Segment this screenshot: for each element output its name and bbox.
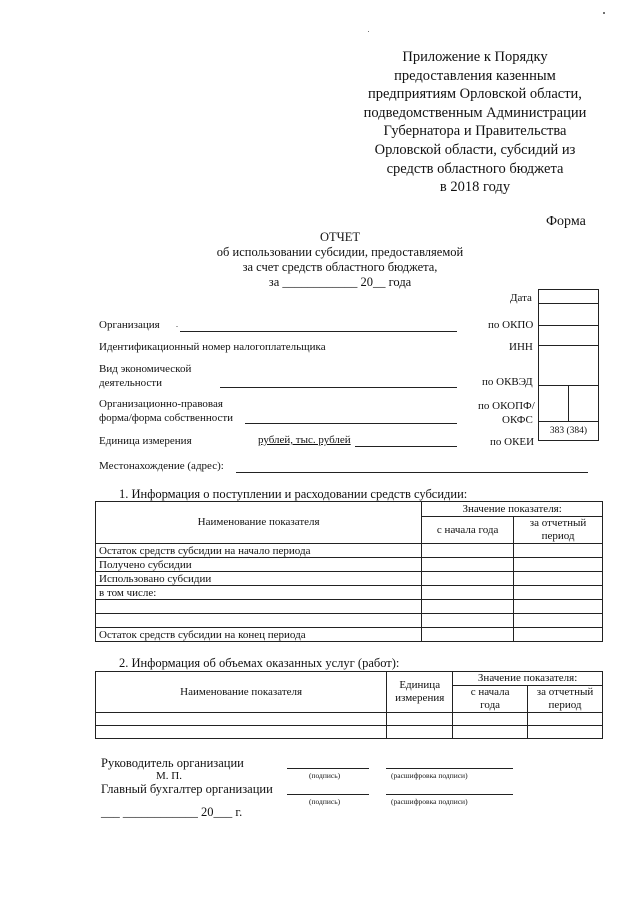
location-field[interactable] — [236, 472, 588, 473]
report-title-block — [170, 230, 510, 290]
col-from-start-header: с начала года — [422, 517, 514, 544]
report-subtitle: за счет средств областного бюджета, — [242, 260, 438, 274]
stamp-place: М. П. — [156, 770, 182, 782]
col-value-header: Значение показателя: — [453, 672, 603, 686]
code-cell-date[interactable] — [539, 290, 598, 304]
table-cell[interactable] — [528, 713, 603, 726]
date-label: Дата — [510, 292, 532, 304]
table-cell[interactable] — [422, 572, 514, 586]
table-cell[interactable] — [514, 586, 603, 600]
col-value-header: Значение показателя: — [422, 502, 603, 517]
code-cell-inn[interactable] — [539, 326, 598, 346]
table-cell[interactable] — [453, 713, 528, 726]
organization-field[interactable] — [180, 331, 457, 332]
table-cell[interactable] — [514, 614, 603, 628]
signature-caption: (подпись) — [309, 797, 341, 806]
accountant-signature-line[interactable] — [287, 794, 369, 795]
table-cell[interactable] — [422, 614, 514, 628]
legal-form-label: Организационно-правовая — [99, 398, 223, 410]
accountant-label: Главный бухгалтер организации — [101, 782, 273, 796]
appendix-block — [350, 48, 600, 197]
code-cell-okpo[interactable] — [539, 304, 598, 326]
table-row-label: Остаток средств субсидии на начало периода — [96, 544, 422, 558]
legal-form-field[interactable] — [245, 423, 457, 424]
section2-heading: 2. Информация об объемах оказанных услуг (работ): — [119, 656, 400, 670]
table-cell[interactable] — [96, 713, 387, 726]
unit-label: Единица измерения — [99, 435, 192, 447]
table-cell[interactable] — [387, 713, 453, 726]
table-cell[interactable] — [422, 558, 514, 572]
table-cell[interactable] — [422, 600, 514, 614]
inn-label: ИНН — [509, 341, 533, 353]
appendix-line: подведомственным Администрации — [363, 104, 587, 121]
scan-speck — [368, 31, 369, 32]
decoding-caption: (расшифровка подписи) — [391, 771, 468, 780]
scan-speck: . — [176, 320, 178, 329]
appendix-line: Губернатора и Правительства — [383, 123, 567, 140]
location-label: Местонахождение (адрес): — [99, 460, 224, 472]
okopf-label: по ОКОПФ/ — [478, 400, 535, 412]
activity-label: Вид экономической — [99, 363, 192, 375]
appendix-line: Орловской области, субсидий из — [374, 141, 576, 158]
table-cell[interactable] — [96, 726, 387, 739]
col-period-header: за отчетный период — [528, 686, 603, 713]
col-name-header: Наименование показателя — [96, 672, 387, 713]
table-cell[interactable] — [514, 558, 603, 572]
code-cell-okei[interactable]: 383 (384) — [549, 426, 588, 436]
table-cell[interactable] — [514, 544, 603, 558]
report-period: за ____________ 20__ года — [268, 275, 412, 289]
head-signature-line[interactable] — [287, 768, 369, 769]
appendix-line: Приложение к Порядку — [402, 49, 548, 65]
date-line: ___ ____________ 20___ г. — [101, 805, 243, 819]
unit-field-line — [355, 446, 457, 447]
table-cell[interactable] — [387, 726, 453, 739]
activity-label-2: деятельности — [99, 377, 162, 389]
okpo-label: по ОКПО — [488, 319, 534, 331]
table-row-label: Остаток средств субсидии на конец периода — [96, 628, 422, 642]
appendix-line: в 2018 году — [439, 179, 511, 196]
signature-caption: (подпись) — [309, 771, 341, 780]
section1-heading: 1. Информация о поступлении и расходовании средств субсидии: — [119, 487, 468, 501]
appendix-line: предприятиям Орловской области, — [368, 86, 582, 103]
subsidy-table — [95, 501, 603, 642]
okved-label: по ОКВЭД — [482, 376, 533, 388]
table-row-label — [96, 600, 422, 614]
table-cell[interactable] — [514, 600, 603, 614]
table-cell[interactable] — [514, 628, 603, 642]
activity-field[interactable] — [220, 387, 457, 388]
table-row-label: в том числе: — [96, 586, 422, 600]
decoding-caption: (расшифровка подписи) — [391, 797, 468, 806]
col-name-header: Наименование показателя — [96, 502, 422, 544]
head-label: Руководитель организации — [101, 756, 244, 770]
table-row-label: Использовано субсидии — [96, 572, 422, 586]
table-cell[interactable] — [422, 586, 514, 600]
services-table — [95, 671, 603, 739]
col-unit-header: Единица измерения — [387, 672, 453, 713]
code-cell-okopf[interactable] — [539, 386, 598, 422]
code-cell-okved[interactable] — [539, 346, 598, 386]
table-cell[interactable] — [422, 544, 514, 558]
inn-full-label: Идентификационный номер налогоплательщика — [99, 341, 326, 353]
head-decoding-line[interactable] — [386, 768, 513, 769]
table-cell[interactable] — [514, 572, 603, 586]
table-cell[interactable] — [422, 628, 514, 642]
table-cell[interactable] — [453, 726, 528, 739]
legal-form-label-2: форма/форма собственности — [99, 412, 234, 424]
report-title: ОТЧЕТ — [319, 230, 361, 244]
organization-label: Организация — [99, 319, 160, 331]
form-label: Форма — [546, 214, 586, 229]
table-row-label — [96, 614, 422, 628]
code-box — [538, 289, 599, 441]
appendix-line: предоставления казенным — [394, 67, 556, 84]
report-subtitle: об использовании субсидии, предоставляемой — [216, 245, 464, 259]
col-period-header: за отчетный период — [514, 517, 603, 544]
col-from-start-header: с начала года — [453, 686, 528, 713]
unit-value: рублей, тыс. рублей — [258, 434, 351, 446]
table-row-label: Получено субсидии — [96, 558, 422, 572]
scan-speck — [603, 12, 605, 14]
accountant-decoding-line[interactable] — [386, 794, 513, 795]
appendix-line: средств областного бюджета — [386, 160, 564, 177]
okfs-label-text: ОКФС — [502, 414, 533, 426]
table-cell[interactable] — [528, 726, 603, 739]
okei-label: по ОКЕИ — [490, 436, 535, 448]
